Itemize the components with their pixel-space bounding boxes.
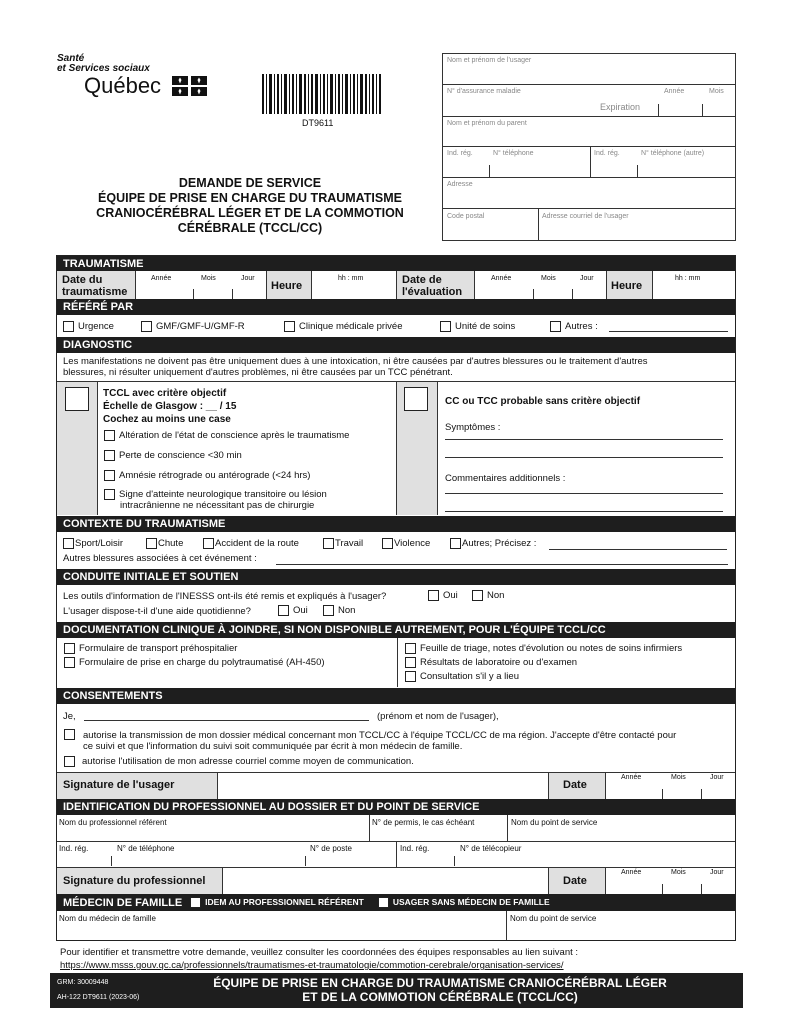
consent-year-label: Année: [621, 774, 642, 781]
section-contexte: CONTEXTE DU TRAUMATISME: [57, 516, 735, 532]
id-signature-label: Signature du professionnel: [63, 875, 206, 887]
consent-auth-1[interactable]: [64, 729, 79, 740]
consent-date-label: Date: [563, 779, 587, 791]
refere-unite[interactable]: Unité de soins: [440, 321, 515, 332]
eval-month-label: Mois: [541, 275, 556, 282]
eval-year-label: Année: [491, 275, 512, 282]
id-poste[interactable]: N° de poste: [310, 844, 352, 853]
parent-name-field[interactable]: Nom et prénom du parent: [447, 120, 527, 127]
conduite-q2: L'usager dispose-t-il d'une aide quotidienne?: [63, 606, 251, 617]
ctx-violence[interactable]: Violence: [382, 538, 430, 549]
cc-checkbox[interactable]: [404, 387, 428, 411]
address-field[interactable]: Adresse: [447, 181, 473, 188]
footer-title: ÉQUIPE DE PRISE EN CHARGE DU TRAUMATISME CRANIOCÉRÉBRAL LÉGER ET DE LA COMMOTION CÉRÉBRALE (TCCL/CC): [213, 976, 667, 1004]
expiration-label: Expiration: [600, 102, 641, 112]
medecin-point-field[interactable]: Nom du point de service: [510, 914, 597, 923]
refere-urgence[interactable]: Urgence: [63, 321, 114, 332]
id-tel[interactable]: N° de téléphone: [117, 844, 175, 853]
consent-prenom-label: (prénom et nom de l'usager),: [377, 711, 499, 722]
eval-hhmm[interactable]: hh : mm: [675, 275, 701, 282]
patient-name-field[interactable]: Nom et prénom de l'usager: [447, 57, 532, 64]
ctx-blessures-line[interactable]: [276, 555, 728, 565]
id-day-label: Jour: [710, 869, 724, 876]
id-fax[interactable]: N° de télécopieur: [460, 844, 522, 853]
eval-hour-label: Heure: [611, 280, 643, 292]
doc-consultation[interactable]: Consultation s'il y a lieu: [405, 671, 519, 682]
refere-clinique[interactable]: Clinique médicale privée: [284, 321, 403, 332]
ctx-travail[interactable]: Travail: [323, 538, 363, 549]
commentaires-line-1[interactable]: [445, 484, 723, 494]
section-refere: RÉFÉRÉ PAR: [57, 299, 735, 315]
health-insurance-field[interactable]: N° d'assurance maladie: [447, 88, 521, 95]
tccl-title: TCCL avec critère objectif Échelle de Glasgow : __ / 15 Cochez au moins une case: [103, 388, 237, 425]
section-medecin: MÉDECIN DE FAMILLE IDEM AU PROFESSIONNEL RÉFÉRENT USAGER SANS MÉDECIN DE FAMILLE: [57, 894, 735, 911]
doc-triage[interactable]: Feuille de triage, notes d'évolution ou notes de soins infirmiers: [405, 643, 682, 654]
tccl-crit-3[interactable]: Amnésie rétrograde ou antérograde (<24 hrs): [104, 470, 310, 481]
doc-labo[interactable]: Résultats de laboratoire ou d'examen: [405, 657, 577, 668]
diagnostic-intro: Les manifestations ne doivent pas être uniquement dues à une intoxication, ni être causées par d'autres blessures ou le traitement d'autres blessures, ni résulter uniquement d'autres problèmes, ni être causées par un TCC pénétrant.: [63, 356, 648, 378]
exp-year-label: Année: [664, 88, 685, 95]
section-consentements: CONSENTEMENTS: [57, 688, 735, 704]
tccl-checkbox[interactable]: [65, 387, 89, 411]
id-month-label: Mois: [671, 869, 686, 876]
doc-polytrauma[interactable]: Formulaire de prise en charge du polytraumatisé (AH-450): [64, 657, 325, 668]
symptomes-line-1[interactable]: [445, 430, 723, 440]
form-title: DEMANDE DE SERVICE ÉQUIPE DE PRISE EN CHARGE DU TRAUMATISME CRANIOCÉRÉBRAL LÉGER ET DE LA COMMOTION CÉRÉBRALE (TCCL/CC): [96, 176, 404, 235]
barcode-code: DT9611: [302, 118, 334, 128]
logo-line1: Santé: [57, 53, 85, 64]
tccl-crit-2[interactable]: Perte de conscience <30 min: [104, 450, 242, 461]
conduite-q2-non[interactable]: Non: [323, 605, 355, 616]
logo-line2: et Services sociaux: [57, 63, 150, 74]
refere-gmf[interactable]: GMF/GMF-U/GMF-R: [141, 321, 245, 332]
footer-info: Pour identifier et transmettre votre demande, veuillez consulter les coordonnées des équipes responsables au lien suivant :: [60, 947, 579, 958]
id-date-label: Date: [563, 875, 587, 887]
barcode-icon: [262, 74, 382, 114]
medecin-nom-field[interactable]: Nom du médecin de famille: [59, 914, 156, 923]
doc-transport[interactable]: Formulaire de transport préhospitalier: [64, 643, 237, 654]
section-identification: IDENTIFICATION DU PROFESSIONNEL AU DOSSIER ET DU POINT DE SERVICE: [57, 799, 735, 815]
trauma-year-label: Année: [151, 275, 172, 282]
consent-day-label: Jour: [710, 774, 724, 781]
phone2-field[interactable]: N° téléphone (autre): [641, 150, 705, 157]
trauma-hour-label: Heure: [271, 280, 303, 292]
consent-signature-label: Signature de l'usager: [63, 779, 175, 791]
footer-link[interactable]: https://www.msss.gouv.qc.ca/professionnels/traumatismes-et-traumatologie/commotion-cerebrale/organisation-services/: [60, 960, 564, 971]
section-documentation: DOCUMENTATION CLINIQUE À JOINDRE, SI NON DISPONIBLE AUTREMENT, POUR L'ÉQUIPE TCCL/CC: [57, 622, 735, 638]
exp-month-label: Mois: [709, 88, 724, 95]
consent-auth-2[interactable]: autorise l'utilisation de mon adresse courriel comme moyen de communication.: [64, 756, 414, 767]
phone-field[interactable]: N° téléphone: [493, 150, 534, 157]
section-conduite: CONDUITE INITIALE ET SOUTIEN: [57, 569, 735, 585]
trauma-date-label: Date du traumatisme: [62, 274, 128, 298]
conduite-q1: Les outils d'information de l'INESSS ont-ils été remis et expliqués à l'usager?: [63, 591, 387, 602]
tccl-crit-4[interactable]: Signe d'atteinte neurologique transitoire ou lésion intracrânienne ne nécessitant pas de chirurgie: [104, 489, 327, 511]
ctx-accident[interactable]: Accident de la route: [203, 538, 299, 549]
consent-month-label: Mois: [671, 774, 686, 781]
symptomes-line-2[interactable]: [445, 448, 723, 458]
postal-code-field[interactable]: Code postal: [447, 213, 485, 220]
conduite-q1-oui[interactable]: Oui: [428, 590, 458, 601]
footer-grm: GRM: 30009448: [57, 979, 109, 986]
section-diagnostic: DIAGNOSTIC: [57, 337, 735, 353]
section-traumatisme: TRAUMATISME: [57, 256, 735, 271]
conduite-q2-oui[interactable]: Oui: [278, 605, 308, 616]
symptomes-label: Symptômes :: [445, 422, 501, 433]
trauma-day-label: Jour: [241, 275, 255, 282]
tccl-crit-1[interactable]: Altération de l'état de conscience après le traumatisme: [104, 430, 349, 441]
consent-je: Je,: [63, 711, 76, 722]
ctx-sport[interactable]: Sport/Loisir: [63, 538, 123, 549]
phone2-region-label: Ind. rég.: [594, 150, 620, 157]
id-year-label: Année: [621, 869, 642, 876]
consent-auth-1-text: autorise la transmission de mon dossier médical concernant mon TCCL/CC à l'équipe TCCL/CC de ma région. J'accepte d'être contacté pour ce suivi et que l'information du suivi soit communiquée par écrit à mon médecin de famille.: [83, 730, 677, 752]
phone-region-label: Ind. rég.: [447, 150, 473, 157]
commentaires-label: Commentaires additionnels :: [445, 473, 566, 484]
quebec-flag-icon: [172, 76, 208, 96]
trauma-month-label: Mois: [201, 275, 216, 282]
medecin-idem[interactable]: IDEM AU PROFESSIONNEL RÉFÉRENT: [190, 897, 364, 908]
ctx-chute[interactable]: Chute: [146, 538, 183, 549]
refere-autres[interactable]: Autres :: [550, 321, 598, 332]
eval-day-label: Jour: [580, 275, 594, 282]
consent-name-line[interactable]: [84, 711, 369, 721]
id-permis[interactable]: N° de permis, le cas échéant: [372, 818, 475, 827]
eval-date-label: Date de l'évaluation: [402, 274, 463, 298]
cc-title: CC ou TCC probable sans critère objectif: [445, 396, 641, 407]
medecin-sans[interactable]: USAGER SANS MÉDECIN DE FAMILLE: [378, 897, 550, 908]
id-nom-pro[interactable]: Nom du professionnel référent: [59, 818, 167, 827]
logo-line3: Québec: [84, 73, 162, 98]
footer-code: AH-122 DT9611 (2023-06): [57, 994, 140, 1001]
id-indreg2: Ind. rég.: [400, 844, 430, 853]
trauma-hhmm[interactable]: hh : mm: [338, 275, 364, 282]
conduite-q1-non[interactable]: Non: [472, 590, 504, 601]
ctx-blessures-label: Autres blessures associées à cet événement :: [63, 553, 257, 564]
ctx-autres[interactable]: Autres; Précisez :: [450, 538, 536, 549]
email-field[interactable]: Adresse courriel de l'usager: [542, 213, 629, 220]
commentaires-line-2[interactable]: [445, 502, 723, 512]
id-indreg: Ind. rég.: [59, 844, 89, 853]
id-point-service[interactable]: Nom du point de service: [511, 818, 598, 827]
